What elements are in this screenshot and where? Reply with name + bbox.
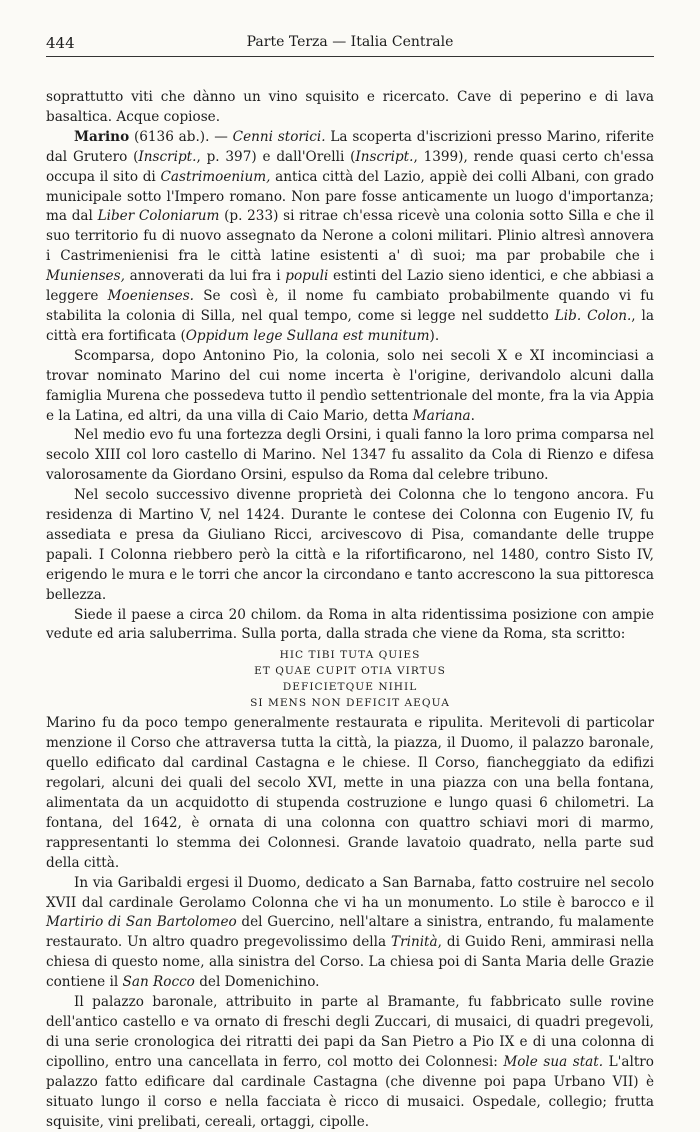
text-run: L'altro palazzo fatto edificare dal cardinale Castagna (che divenne poi papa Urbano VII) è situato lungo il corso e nella facciata è ricco di musaici. Ospedale, collegio; frutta squisite, vini prelibati, cereali, ortaggi, cipolle. — [46, 1053, 654, 1130]
text-run: Marino fu da poco tempo generalmente restaurata e ripulita. Meritevoli di particolar menzione il Corso che attraversa tutta la città, la piazza, il Duomo, il palazzo baronale, quello edificato dal cardinal Castagna e le chiese. Il Corso, fiancheggiato da edifizi regolari, alcuni dei quali del secolo XVI, mette in una piazza con una bella fontana, alimentata da un acquidotto di stupenda costruzione e lungo quasi 6 chilometri. La fontana, del 1642, è ornata di una colonna con quattro schiavi mori di marmo, rappresentanti lo stemma dei Colonnesi. Grande lavatoio quadrato, nella parte sud della città. — [46, 715, 654, 871]
text-run: (6136 ab.). — — [129, 128, 233, 145]
italic-run: Lib. Colon. — [554, 307, 632, 324]
inscription-line: SI MENS NON DEFICIT AEQUA — [250, 697, 450, 710]
italic-run: Munienses, — [46, 268, 125, 285]
text-run: La scoperta d'iscrizioni presso Marino, riferite dal Grutero ( — [46, 128, 654, 165]
paragraph — [46, 88, 654, 128]
paragraph — [46, 714, 654, 873]
italic-run: Trinità — [391, 934, 438, 951]
inscription-line: HIC TIBI TUTA QUIES — [279, 649, 421, 662]
paragraph — [46, 606, 654, 646]
text-run: , p. 397) e dall'Orelli ( — [196, 148, 356, 165]
page-header — [46, 34, 654, 57]
paragraph — [46, 993, 654, 1132]
text-run: Il palazzo baronale, attribuito in parte al Bramante, fu fabbricato sulle rovine dell'antico castello e va ornato di freschi degli Zuccari, di musaici, di quadri pregevoli, di una serie cronologica dei ritratti dei papi da San Pietro a Pio IX e di una colonna di cipollino, entro una cancellata in ferro, col motto dei Colonnesi: — [46, 994, 654, 1070]
paragraph — [46, 486, 654, 605]
text-run: Scomparsa, dopo Antonino Pio, la colonia, solo nei secoli X e XI incominciasi a trovar nominato Marino del cui nome incerta è l'origine, derivandolo alcuni dalla famiglia Murena che possedeva tutto il pendìo settentrionale del monte, fra la via Appia e la Latina, ed altri, da una villa di Caio Mario, detta — [46, 347, 654, 424]
text-run: (p. 233) si ritrae ch'essa ricevè una colonia sotto Silla e che il suo territorio fu di nuovo assegnato da Nerone a coloni militari. Plinio altresì annovera i Castrimenienisi fra le città latine esistenti a' dì suoi; ma par probabile che i — [46, 208, 654, 265]
inscription — [46, 647, 654, 711]
text-run: Siede il paese a circa 20 chilom. da Roma in alta ridentissima posizione con ampie vedute ed aria saluberrima. Sulla porta, dalla strada che viene da Roma, sta scritto: — [46, 606, 654, 643]
text-run: , la città era fortificata ( — [46, 307, 654, 344]
text-run: del Domenichino. — [194, 974, 320, 991]
text-run: Nel secolo successivo divenne proprietà dei Colonna che lo tengono ancora. Fu residenza di Martino V, nel 1424. Durante le contese dei Colonna con Eugenio IV, fu assediata e presa da Giuliano Ricci, arcivescovo di Pisa, comandante delle truppe papali. I Colonna riebbero però la città e la rifortificarono, nel 1480, contro Sisto IV, erigendo le mura e le torri che ancor la circondano e tanto accrescono la sua pittoresca bellezza. — [46, 487, 654, 603]
italic-run: Castrimoenium, — [160, 168, 271, 185]
entry-heading: Marino — [74, 128, 130, 145]
italic-run: Liber Coloniarum — [97, 208, 220, 225]
text-run: annoverati da lui fra i — [124, 268, 286, 285]
text-run: Se così è, il nome fu cambiato probabilmente quando vi fu stabilita la colonia di Silla, nel qual tempo, come si legge nel suddetto — [46, 288, 654, 324]
text-run: antica città del Lazio, appiè dei colli Albani, con grado municipale sotto l'Impero romano. Non pare fosse anticamente un luogo d'importanza; ma dal — [46, 168, 654, 225]
text-run: soprattutto viti che dànno un vino squisito e ricercato. Cave di peperino e di lava basaltica. Acque copiose. — [46, 89, 654, 125]
italic-run: Oppidum lege Sullana est munitum — [185, 327, 430, 344]
inscription-line: DEFICIETQUE NIHIL — [282, 681, 418, 694]
inscription-line: ET QUAE CUPIT OTIA VIRTUS — [254, 665, 446, 678]
text-run: estinti del Lazio sieno identici, e che abbiasi a leggere — [46, 268, 654, 305]
paragraph — [46, 426, 654, 486]
paragraph — [46, 874, 654, 993]
text-run: In via Garibaldi ergesi il Duomo, dedicato a San Barnaba, fatto costruire nel secolo XVII dal cardinale Gerolamo Colonna che vi ha un monumento. Lo stile è barocco e il — [46, 874, 654, 911]
body-text — [46, 88, 654, 1132]
italic-run: Mole sua stat. — [503, 1053, 604, 1070]
page-number: 444 — [46, 34, 75, 52]
paragraph-marino — [46, 128, 654, 347]
text-run: , 1399), rende quasi certo ch'essa occupa il sito di — [46, 148, 654, 185]
text-run: Nel medio evo fu una fortezza degli Orsini, i quali fanno la loro prima comparsa nel secolo XIII col loro castello di Marino. Nel 1347 fu assalito da Cola di Rienzo e difesa valorosamente da Giordano Orsini, espulso da Roma dal celebre tribuno. — [46, 427, 654, 484]
running-title: Parte Terza — Italia Centrale — [246, 34, 454, 50]
italic-run: Inscript. — [138, 148, 197, 165]
text-run: . — [470, 407, 475, 424]
text-run: ). — [429, 327, 440, 344]
paragraph — [46, 347, 654, 427]
italic-run: Inscript. — [355, 148, 414, 165]
italic-run: Martirio di San Bartolomeo — [46, 914, 237, 931]
italic-run: San Rocco — [122, 974, 195, 991]
text-run: del Guercino, nell'altare a sinistra, entrando, fu malamente restaurato. Un altro quadro pregevolissimo della — [46, 914, 654, 951]
italic-run: Moenienses. — [107, 288, 194, 305]
italic-run: Cenni storici. — [232, 128, 326, 145]
italic-run: populi — [285, 268, 329, 285]
italic-run: Mariana — [412, 407, 471, 424]
text-run: , di Guido Reni, ammirasi nella chiesa di questo nome, alla sinistra del Corso. La chiesa poi di Santa Maria delle Grazie contiene il — [46, 934, 654, 991]
